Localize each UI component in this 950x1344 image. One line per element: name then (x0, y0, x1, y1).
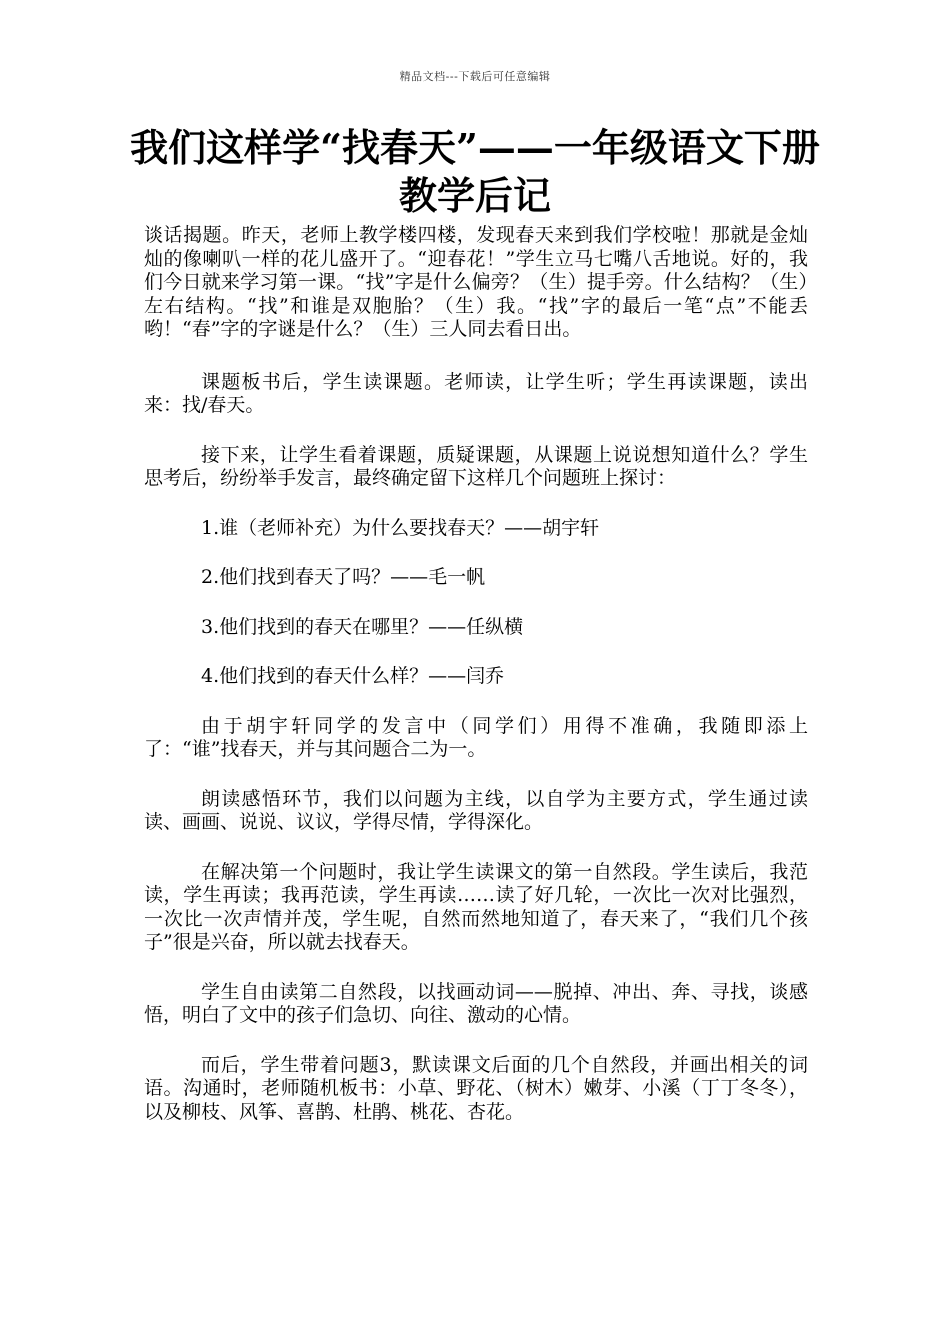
paragraph-third-question: 而后，学生带着问题3，默读课文后面的几个自然段，并画出相关的词语。沟通时，老师随机板书：小草、野花、（树木）嫩芽、小溪（丁丁冬冬），以及柳枝、风筝、喜鹊、杜鹃、桃花、杏花。 (144, 1053, 808, 1123)
paragraph-questioning: 接下来，让学生看着课题，质疑课题，从课题上说说想知道什么？学生思考后，纷纷举手发言，最终确定留下这样几个问题班上探讨： (144, 443, 808, 489)
paragraph-intro: 谈话揭题。昨天，老师上教学楼四楼，发现春天来到我们学校啦！那就是金灿灿的像喇叭一样的花儿盛开了。“迎春花！”学生立马七嘴八舌地说。好的，我们今日就来学习第一课。“找”字是什么偏旁？（生）提手旁。什么结构？（生）左右结构。“找”和谁是双胞胎？（生）我。“找”字的最后一笔“点”不能丢哟！“春”字的字谜是什么？（生）三人同去看日出。 (144, 224, 808, 340)
paragraph-first-question: 在解决第一个问题时，我让学生读课文的第一自然段。学生读后，我范读，学生再读；我再范读，学生再读……读了好几轮，一次比一次对比强烈，一次比一次声情并茂，学生呢，自然而然地知道了，春天来了，“我们几个孩子”很是兴奋，所以就去找春天。 (144, 860, 808, 953)
document-body (144, 224, 808, 1150)
header-note: 精品文档---下载后可任意编辑 (399, 70, 551, 83)
question-item-1: 1.谁（老师补充）为什么要找春天？——胡宇轩 (201, 516, 600, 539)
question-item-4: 4.他们找到的春天什么样？——闫乔 (201, 665, 505, 687)
question-item-2: 2.他们找到春天了吗？——毛一帆 (201, 566, 486, 588)
paragraph-title-reading: 课题板书后，学生读课题。老师读，让学生听；学生再读课题，读出来：找/春天。 (144, 370, 808, 416)
question-item-3: 3.他们找到的春天在哪里？——任纵横 (201, 615, 524, 638)
paragraph-second-section: 学生自由读第二自然段，以找画动词——脱掉、冲出、奔、寻找，谈感悟，明白了文中的孩子们急切、向往、激动的心情。 (144, 980, 808, 1026)
paragraph-merge: 由于胡宇轩同学的发言中（同学们）用得不准确，我随即添上了：“谁”找春天，并与其问题合二为一。 (144, 714, 808, 760)
document-title: 我们这样学“找春天”——一年级语文下册教学后记 (130, 125, 820, 218)
paragraph-reading-stage: 朗读感悟环节，我们以问题为主线，以自学为主要方式，学生通过读读、画画、说说、议议，学得尽情，学得深化。 (144, 787, 808, 833)
